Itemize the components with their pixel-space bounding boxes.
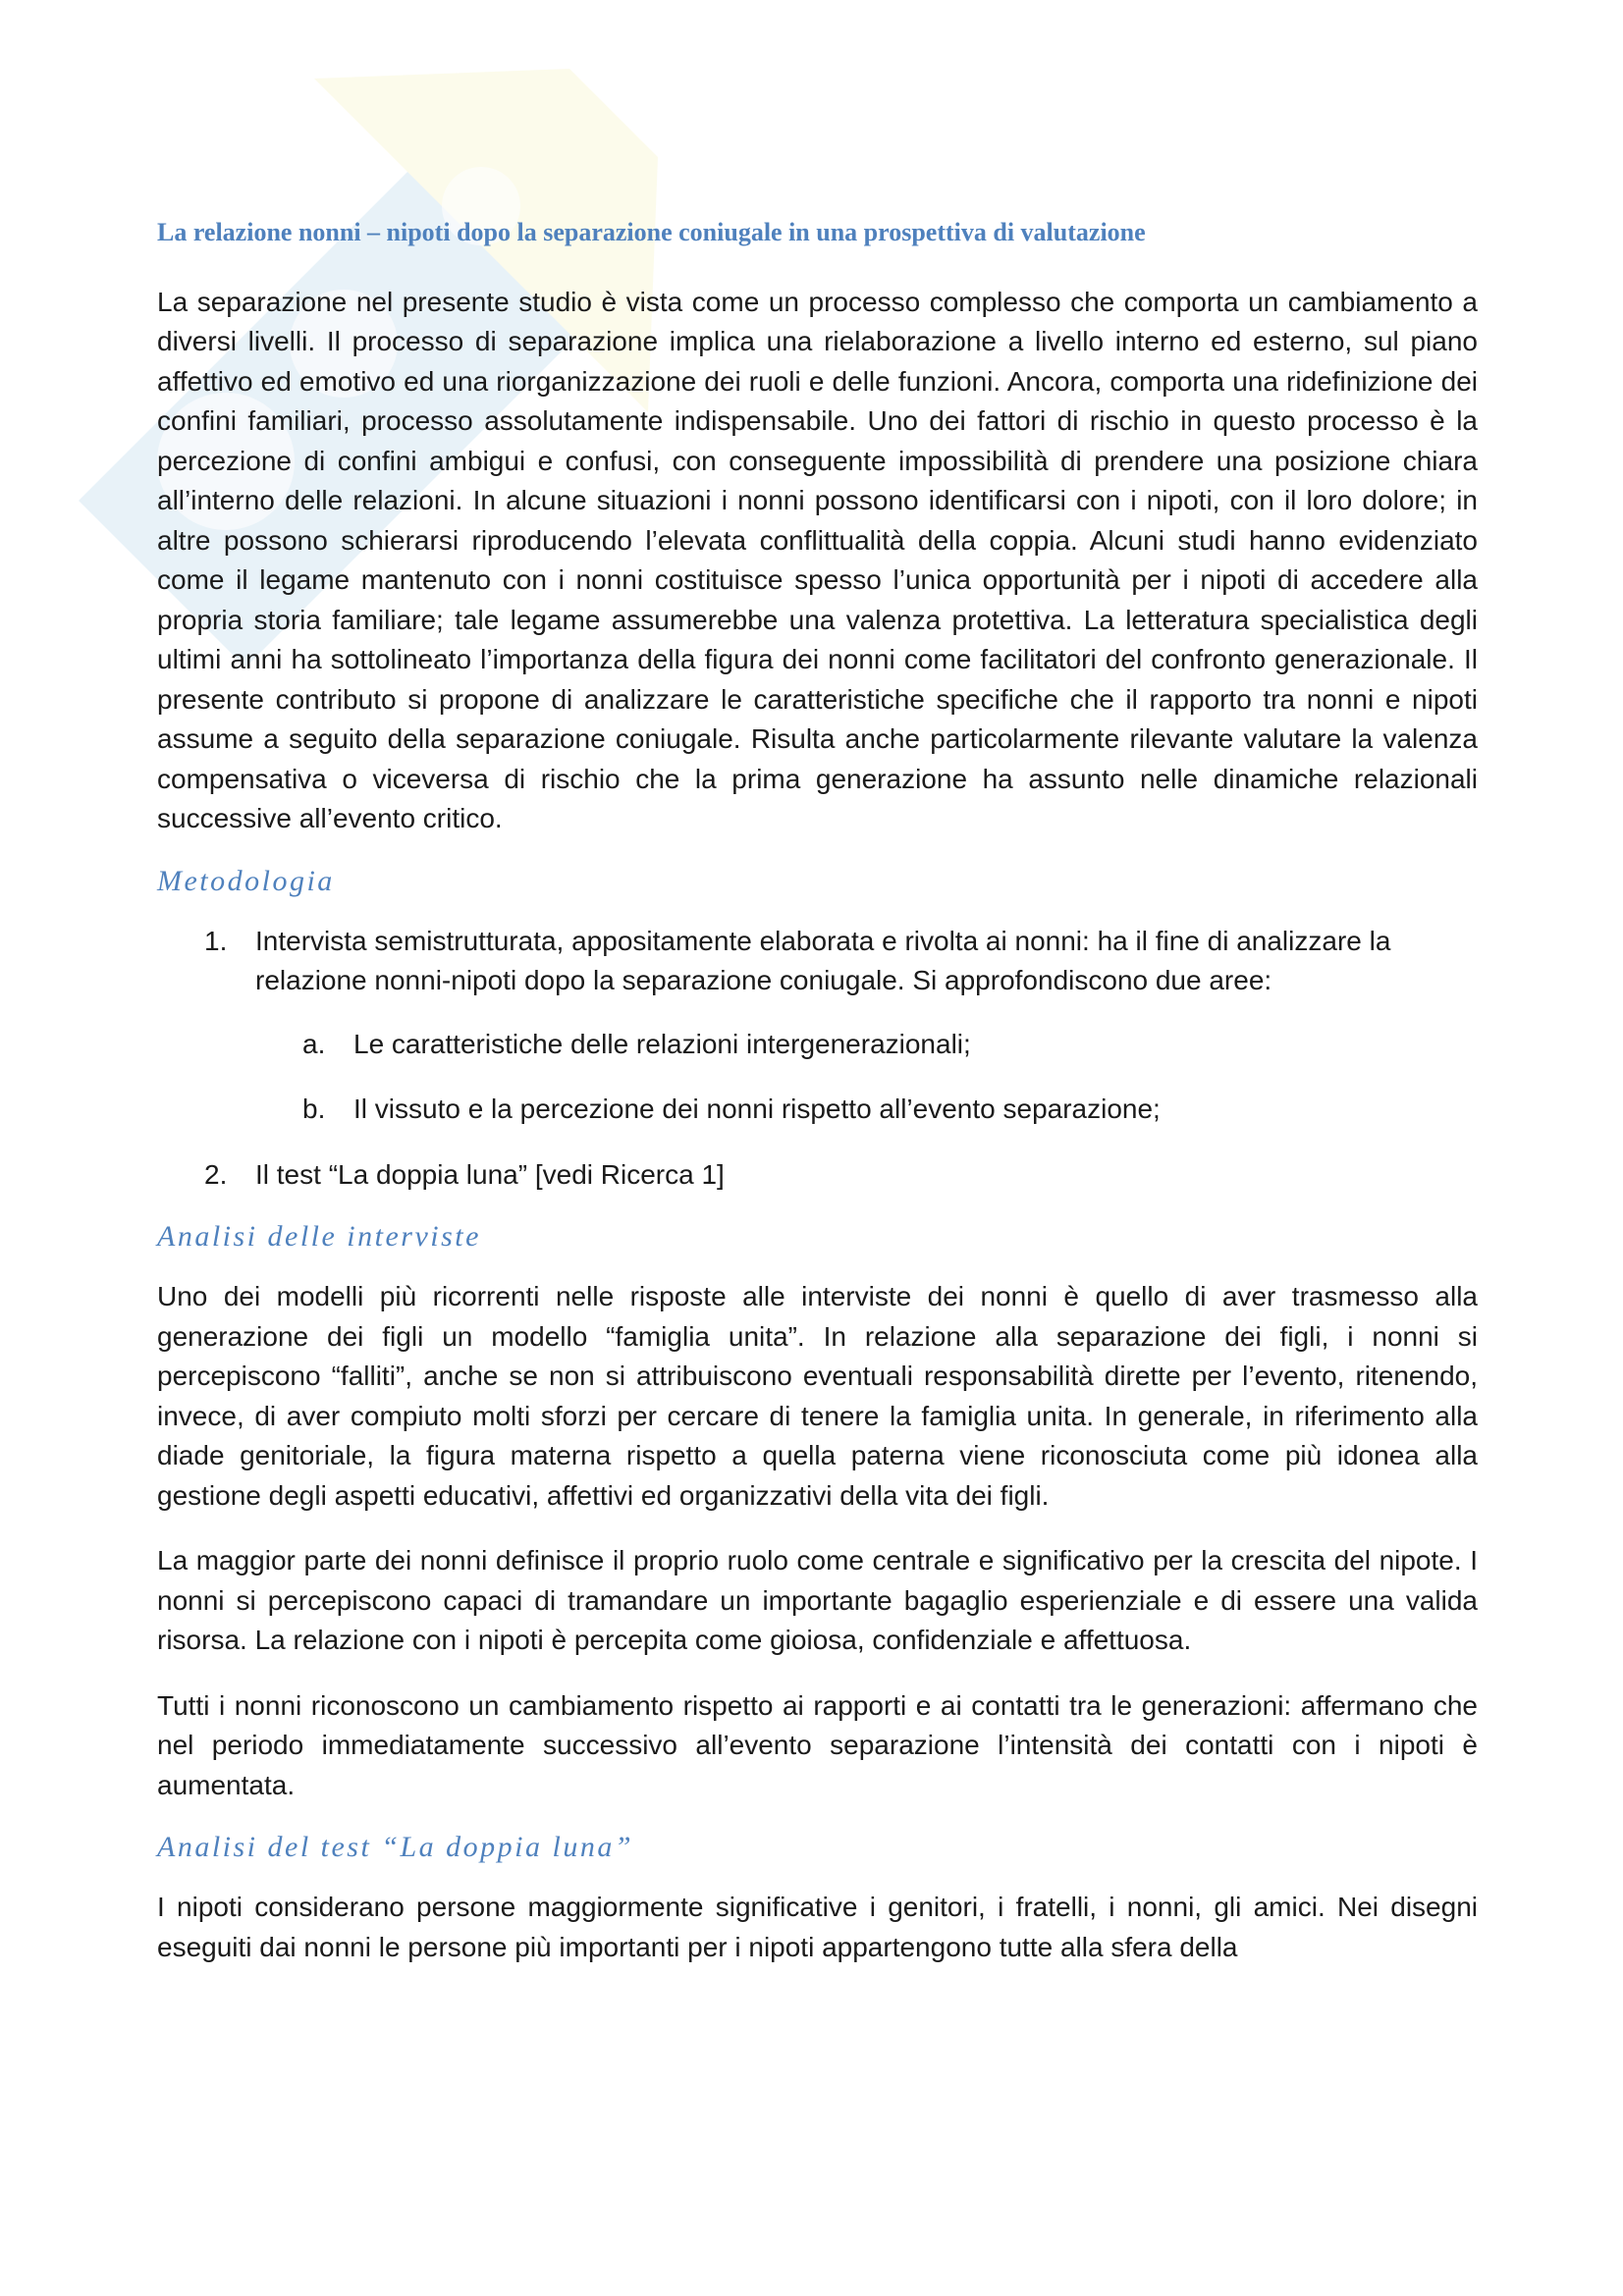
section-heading-metodologia: Metodologia (157, 864, 335, 897)
list-item (157, 922, 1478, 1130)
list-marker: 2. (204, 1158, 228, 1190)
sub-list-marker: b. (302, 1094, 326, 1125)
test-paragraph: I nipoti considerano persone maggiormente significative i genitori, i fratelli, i nonni, gli amici. Nei disegni eseguiti dai nonni le persone più importanti per i nipoti appartengono tutte alla sfera della (157, 1892, 1478, 1962)
methodology-list (157, 922, 1478, 1196)
list-item-text: Intervista semistrutturata, appositamente elaborata e rivolta ai nonni: ha il fine di analizzare la relazione nonni-nipoti dopo la separazione coniugale. Si approfondiscono due aree: (255, 925, 1391, 996)
interviste-paragraph: Uno dei modelli più ricorrenti nelle risposte alle interviste dei nonni è quello di aver trasmesso alla generazione dei figli un modello “famiglia unita”. In relazione alla separazione dei figli, i nonni si percepiscono “falliti”, anche se non si attribuiscono eventuali responsabilità dirette per l’evento, ritenendo, invece, di aver compiuto molti sforzi per cercare di tenere la famiglia unita. In generale, in riferimento alla diade genitoriale, la figura materna rispetto a quella paterna viene riconosciuta come più idonea alla gestione degli aspetti educativi, affettivi ed organizzativi della vita dei figli. (157, 1281, 1478, 1511)
sub-list-marker: a. (302, 1028, 326, 1059)
document-title: La relazione nonni – nipoti dopo la separazione coniugale in una prospettiva di valutazione (157, 218, 1146, 246)
intro-paragraph: La separazione nel presente studio è vista come un processo complesso che comporta un cambiamento a diversi livelli. Il processo di separazione implica una rielaborazione a livello interno ed esterno, sul piano affettivo ed emotivo ed una riorganizzazione dei ruoli e delle funzioni. Ancora, comporta una ridefinizione dei confini familiari, processo assolutamente indispensabile. Uno dei fattori di rischio in questo processo è la percezione di confini ambigui e confusi, con conseguente impossibilità di prendere una posizione chiara all’interno delle relazioni. In alcune situazioni i nonni possono identificarsi con i nipoti, con il loro dolore; in altre possono schierarsi riproducendo l’elevata conflittualità della coppia. Alcuni studi hanno evidenziato come il legame mantenuto con i nonni costituisce spesso l’unica opportunità per i nipoti di accedere alla propria storia familiare; tale legame assumerebbe una valenza protettiva. La letteratura specialistica degli ultimi anni ha sottolineato l’importanza della figura dei nonni come facilitatori del confronto generazionale. Il presente contributo si propone di analizzare le caratteristiche specifiche che il rapporto tra nonni e nipoti assume a seguito della separazione coniugale. Risulta anche particolarmente rilevante valutare la valenza compensativa o viceversa di rischio che la prima generazione ha assunto nelle dinamiche relazionali successive all’evento critico. (157, 286, 1478, 834)
sub-list-item (255, 1090, 1478, 1130)
sub-list (255, 1025, 1478, 1130)
interviste-paragraph: La maggior parte dei nonni definisce il proprio ruolo come centrale e significativo per la crescita del nipote. I nonni si percepiscono capaci di tramandare un importante bagaglio esperienziale e di essere una valida risorsa. La relazione con i nipoti è percepita come gioiosa, confidenziale e affettuosa. (157, 1545, 1478, 1656)
list-marker: 1. (204, 925, 228, 956)
list-item-text: Il test “La doppia luna” [vedi Ricerca 1] (255, 1158, 725, 1190)
sub-list-item-text: Il vissuto e la percezione dei nonni rispetto all’evento separazione; (353, 1094, 1161, 1125)
document-page (157, 216, 1478, 1967)
sub-list-item-text: Le caratteristiche delle relazioni intergenerazionali; (353, 1028, 971, 1059)
interviste-paragraph: Tutti i nonni riconoscono un cambiamento rispetto ai rapporti e ai contatti tra le generazioni: affermano che nel periodo immediatamente successivo all’evento separazione l’intensità dei contatti con i nipoti è aumentata. (157, 1689, 1478, 1800)
section-heading-test: Analisi del test “La doppia luna” (157, 1831, 634, 1864)
sub-list-item (255, 1025, 1478, 1065)
section-heading-interviste: Analisi delle interviste (157, 1220, 481, 1254)
list-item (157, 1155, 1478, 1196)
